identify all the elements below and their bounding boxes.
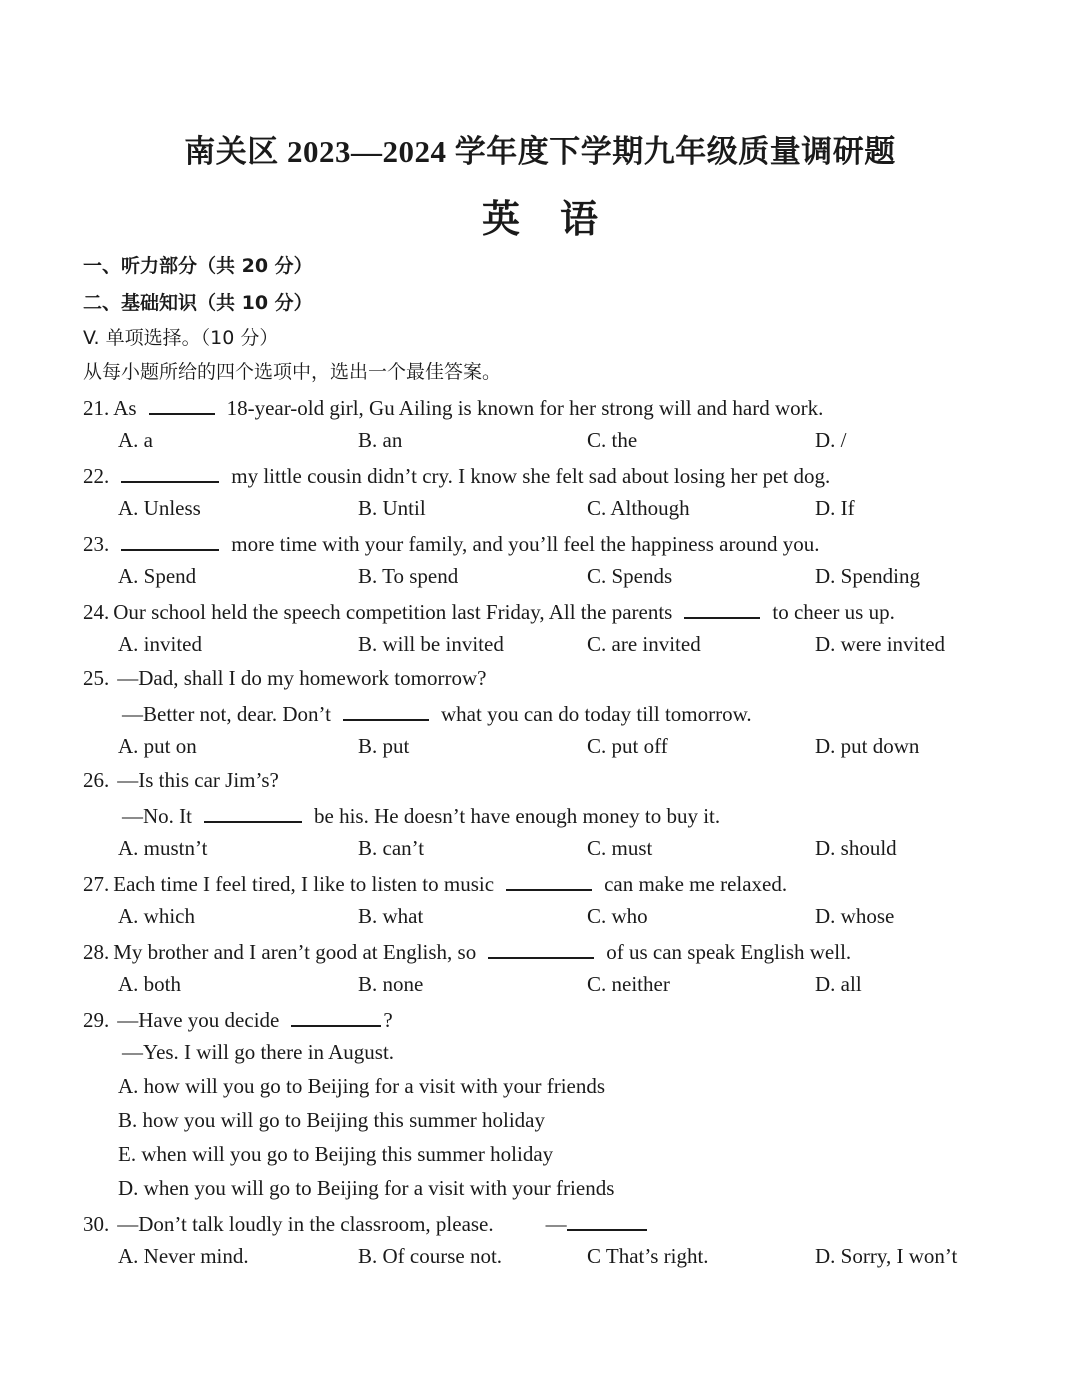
question-number: 22.: [83, 464, 110, 488]
option-a[interactable]: A. both: [118, 972, 181, 996]
option-d[interactable]: D. /: [815, 428, 847, 452]
option-c[interactable]: C. neither: [587, 972, 670, 996]
option-c[interactable]: C. must: [587, 836, 653, 860]
question-text: Each time I feel tired, I like to listen to music: [113, 872, 495, 896]
option-a[interactable]: A. put on: [118, 734, 197, 758]
question-30: [83, 1207, 659, 1239]
option-a[interactable]: A. invited: [118, 632, 202, 656]
section-listening: 一、听力部分（共 20 分）: [83, 255, 313, 277]
option-b[interactable]: B. Until: [358, 496, 426, 520]
answer-blank[interactable]: [506, 867, 592, 891]
question-text: be his. He doesn’t have enough money to buy it.: [314, 804, 721, 828]
option-b[interactable]: B. what: [358, 904, 424, 928]
question-text: 18-year-old girl, Gu Ailing is known for her strong will and hard work.: [226, 396, 824, 420]
option-a[interactable]: A. Unless: [118, 496, 201, 520]
question-21: [83, 391, 823, 423]
question-text: —Better not, dear. Don’t: [122, 702, 331, 726]
option-a[interactable]: A. which: [118, 904, 195, 928]
answer-blank[interactable]: [343, 697, 429, 721]
option-b[interactable]: B. will be invited: [358, 632, 504, 656]
option-b[interactable]: B. can’t: [358, 836, 425, 860]
answer-blank[interactable]: [684, 595, 760, 619]
question-text: —Is this car Jim’s?: [117, 768, 279, 792]
option-c[interactable]: C That’s right.: [587, 1244, 709, 1268]
option-d[interactable]: D. all: [815, 972, 862, 996]
option-d[interactable]: D. Sorry, I won’t: [815, 1244, 958, 1268]
reply-dash: —: [545, 1212, 567, 1236]
question-text: can make me relaxed.: [604, 872, 788, 896]
question-text: As: [113, 396, 137, 420]
option-d[interactable]: D. should: [815, 836, 897, 860]
question-26-reply: [122, 799, 720, 831]
question-number: 23.: [83, 532, 110, 556]
option-c[interactable]: C. put off: [587, 734, 668, 758]
question-29: [83, 1003, 393, 1035]
answer-blank[interactable]: [149, 391, 215, 415]
question-26: [83, 765, 279, 795]
question-25-reply: [122, 697, 752, 729]
question-text: —Dad, shall I do my homework tomorrow?: [117, 666, 487, 690]
question-text: —No. It: [122, 804, 192, 828]
section-part-v: V. 单项选择。（10 分）: [83, 327, 279, 349]
option-d[interactable]: D. put down: [815, 734, 920, 758]
option-d[interactable]: D. when you will go to Beijing for a visit with your friends: [118, 1176, 615, 1200]
answer-blank[interactable]: [204, 799, 302, 823]
question-number: 25.: [83, 666, 110, 690]
option-c[interactable]: C. the: [587, 428, 638, 452]
option-d[interactable]: D. If: [815, 496, 855, 520]
question-text: more time with your family, and you’ll feel the happiness around you.: [231, 532, 820, 556]
question-text: —Have you decide: [117, 1008, 280, 1032]
question-23: [83, 527, 820, 559]
question-22: [83, 459, 830, 491]
instruction-text: 从每小题所给的四个选项中，选出一个最佳答案。: [83, 361, 502, 383]
question-text: of us can speak English well.: [606, 940, 852, 964]
option-b[interactable]: B. Of course not.: [358, 1244, 503, 1268]
answer-blank[interactable]: [121, 527, 219, 551]
option-d[interactable]: D. Spending: [815, 564, 920, 588]
answer-blank[interactable]: [567, 1207, 647, 1231]
question-number: 27.: [83, 872, 110, 896]
option-d[interactable]: D. whose: [815, 904, 895, 928]
option-c[interactable]: C. Spends: [587, 564, 673, 588]
answer-blank[interactable]: [291, 1003, 381, 1027]
question-text: My brother and I aren’t good at English, so: [113, 940, 477, 964]
question-number: 30.: [83, 1212, 110, 1236]
question-text: what you can do today till tomorrow.: [441, 702, 752, 726]
option-b[interactable]: B. put: [358, 734, 410, 758]
option-b[interactable]: B. an: [358, 428, 403, 452]
option-a[interactable]: A. Spend: [118, 564, 197, 588]
question-text: Our school held the speech competition last Friday, All the parents: [113, 600, 673, 624]
option-c[interactable]: C. are invited: [587, 632, 701, 656]
question-24: [83, 595, 895, 627]
answer-blank[interactable]: [488, 935, 594, 959]
option-b[interactable]: B. how you will go to Beijing this summer holiday: [118, 1108, 545, 1132]
exam-title: 南关区 2023—2024 学年度下学期九年级质量调研题: [184, 134, 896, 169]
option-a[interactable]: A. how will you go to Beijing for a visit with your friends: [118, 1074, 606, 1098]
question-number: 24.: [83, 600, 110, 624]
option-e[interactable]: E. when will you go to Beijing this summer holiday: [118, 1142, 554, 1166]
question-number: 29.: [83, 1008, 110, 1032]
subject-title: 英语: [481, 199, 638, 241]
option-a[interactable]: A. Never mind.: [118, 1244, 249, 1268]
option-b[interactable]: B. none: [358, 972, 424, 996]
option-a[interactable]: A. mustn’t: [118, 836, 208, 860]
option-a[interactable]: A. a: [118, 428, 153, 452]
answer-blank[interactable]: [121, 459, 219, 483]
question-text: to cheer us up.: [772, 600, 895, 624]
question-number: 21.: [83, 396, 110, 420]
question-29-reply: —Yes. I will go there in August.: [122, 1040, 395, 1064]
option-c[interactable]: C. who: [587, 904, 648, 928]
question-number: 26.: [83, 768, 110, 792]
question-28: [83, 935, 851, 967]
option-c[interactable]: C. Although: [587, 496, 690, 520]
question-number: 28.: [83, 940, 110, 964]
question-25: [83, 663, 486, 693]
option-d[interactable]: D. were invited: [815, 632, 946, 656]
question-text: my little cousin didn’t cry. I know she felt sad about losing her pet dog.: [231, 464, 831, 488]
question-text: ?: [383, 1008, 393, 1032]
option-b[interactable]: B. To spend: [358, 564, 459, 588]
question-27: [83, 867, 787, 899]
question-text: —Don’t talk loudly in the classroom, please.: [117, 1212, 494, 1236]
section-basics: 二、基础知识（共 10 分）: [83, 292, 313, 314]
